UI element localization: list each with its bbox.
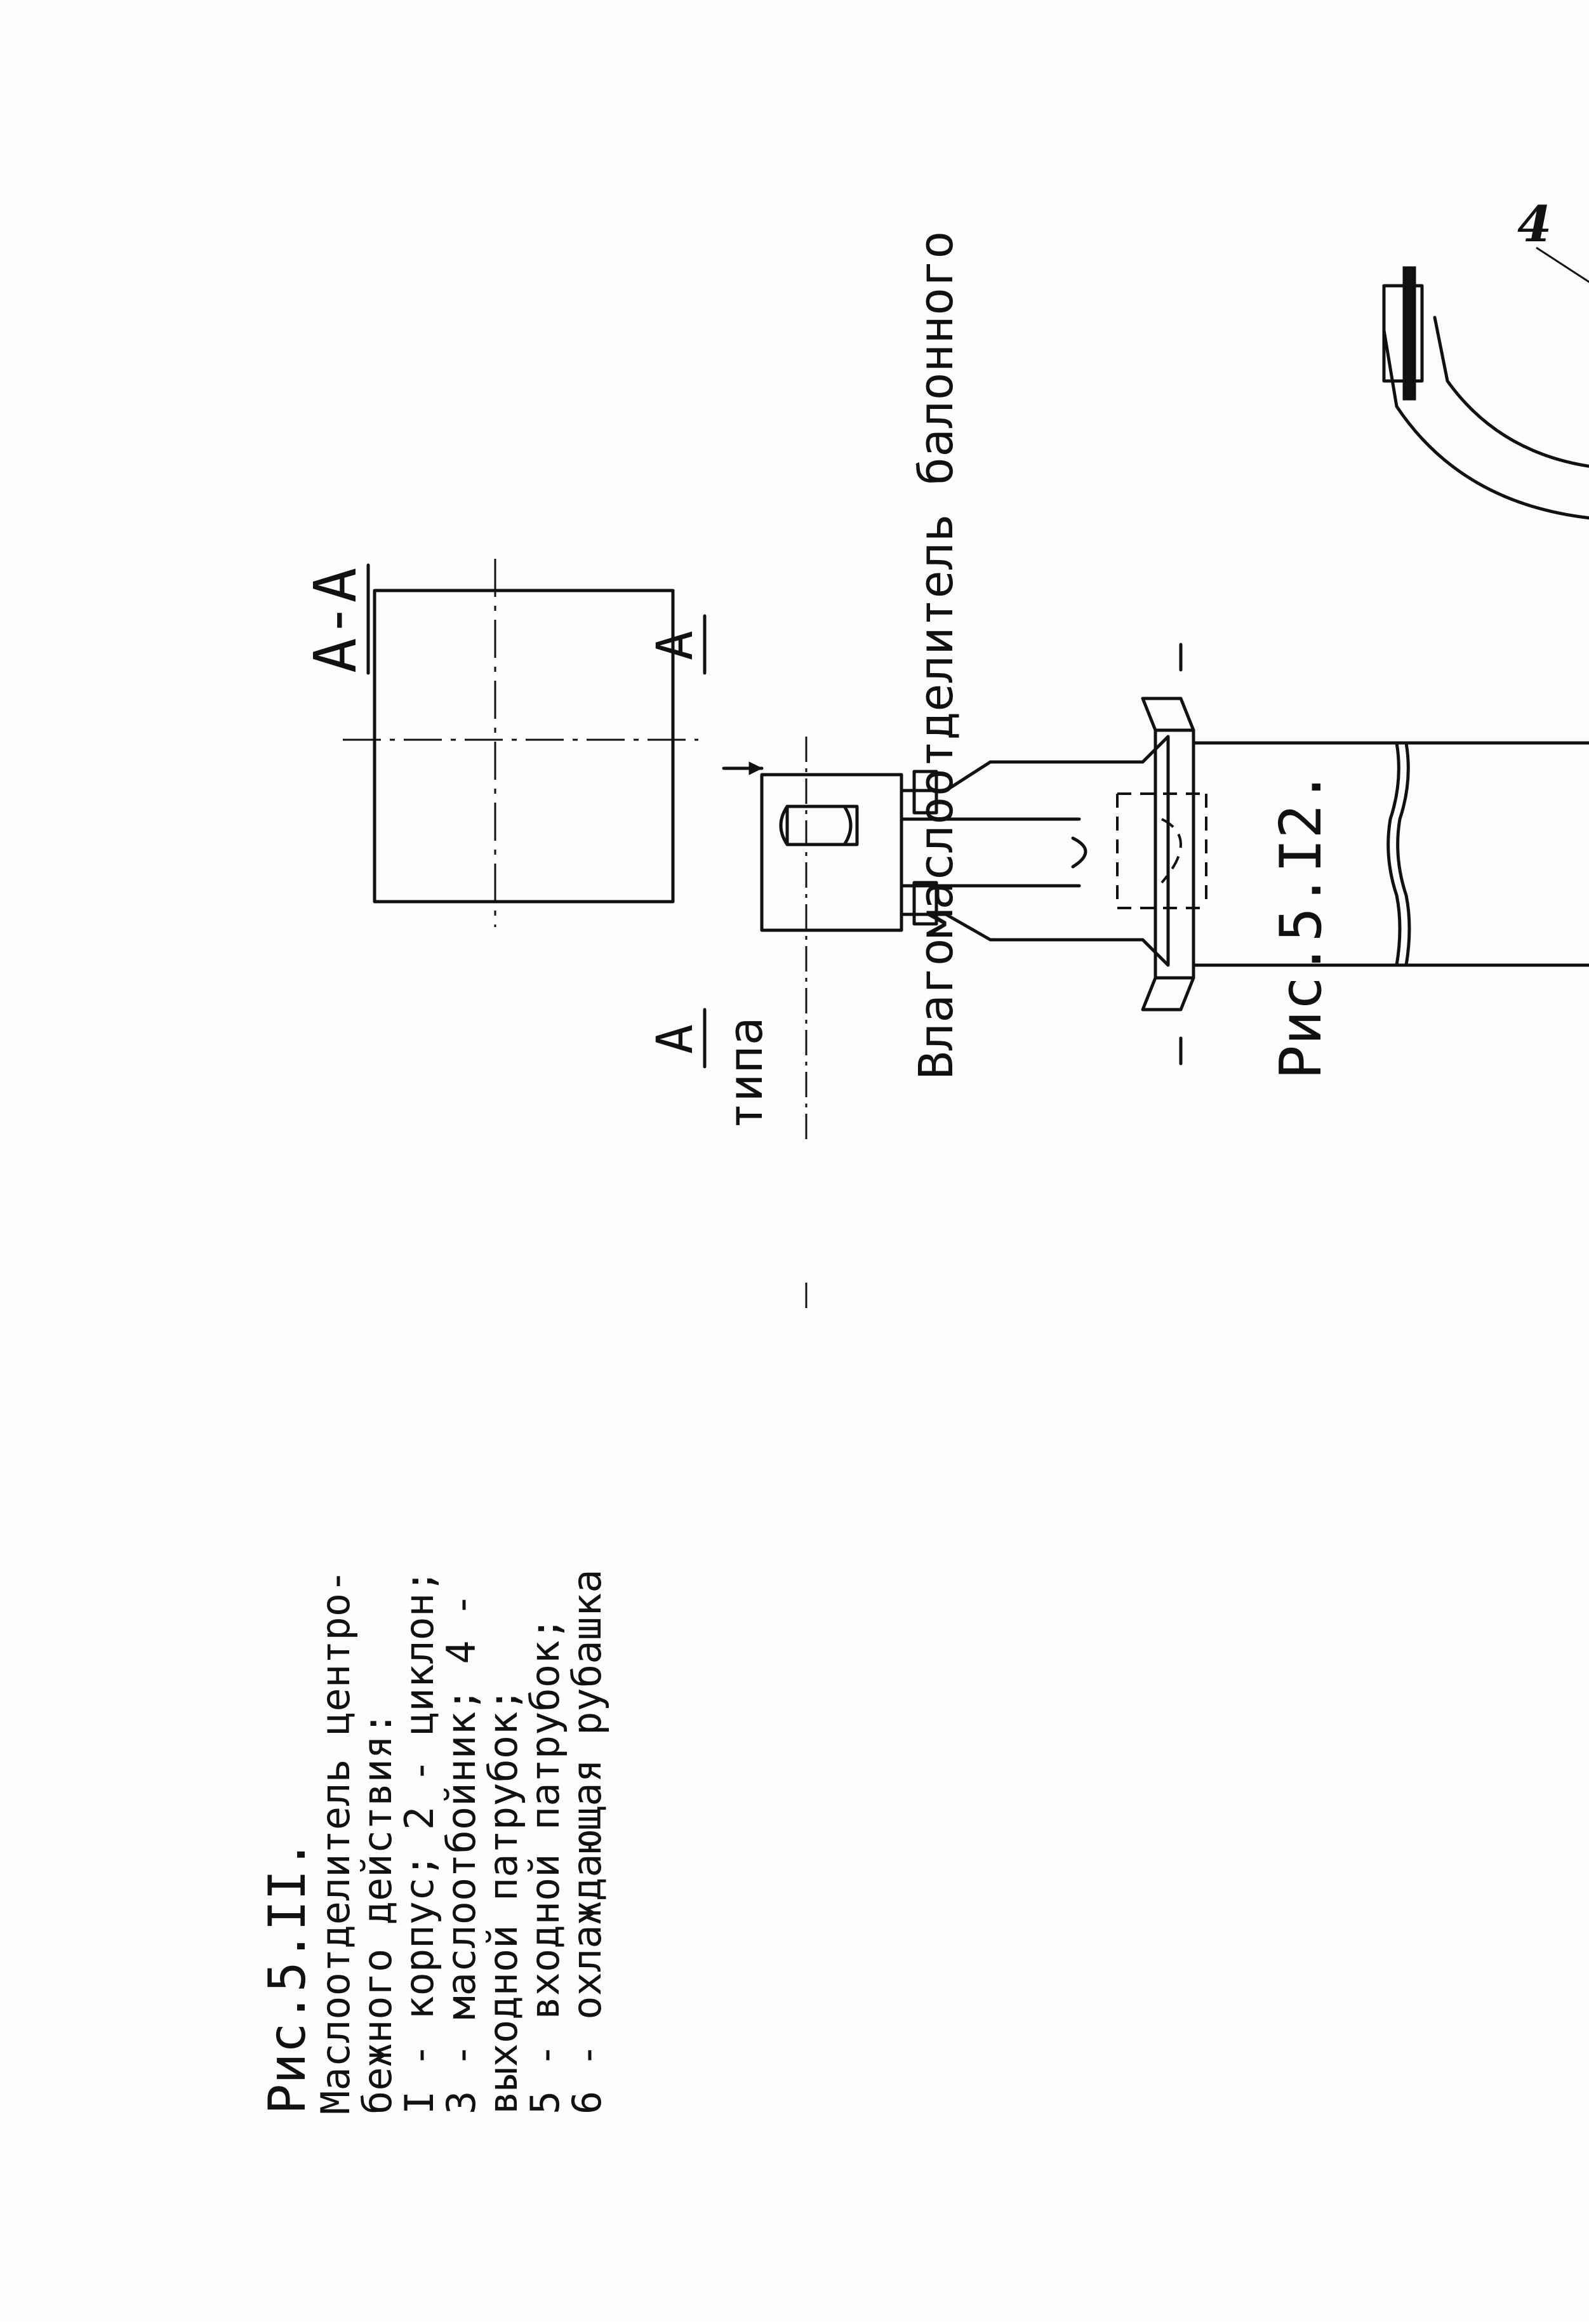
figure-5-11-caption-line-2: бежного действия: xyxy=(354,1711,401,2114)
figure-5-11-caption-line-5: выходной патрубок; xyxy=(480,1688,526,2114)
figure-5-11-caption-block xyxy=(258,1257,610,2114)
figure-5-11-caption-line-7: 6 - охлаждающая рубашка xyxy=(564,1569,610,2114)
figure-5-12-line-1: Влагомаслоотделитель балонного xyxy=(909,230,964,1079)
figure-5-12-title: Рис.5.I2. xyxy=(1268,770,1334,1079)
figure-5-12-caption xyxy=(719,230,1334,1130)
figure-5-12-line-2: типа xyxy=(719,1017,773,1130)
figure-5-11-drawing xyxy=(1384,196,1589,845)
section-mark-a-1: A xyxy=(647,631,704,660)
figure-5-11-caption-line-4: 3 - маслоотбойник; 4 - xyxy=(438,1593,484,2114)
figure-5-11-caption-line-6: 5 - входной патрубок; xyxy=(522,1617,568,2114)
section-mark-a-2: A xyxy=(647,1024,704,1054)
section-aa-label: A-A xyxy=(302,567,369,673)
figure-5-11-caption-line-1: Маслоотделитель центро- xyxy=(312,1569,359,2114)
callout-4: 4 xyxy=(1517,196,1552,253)
figure-5-11-caption-title: Рис.5.II. xyxy=(258,1839,317,2114)
figure-5-11-caption-line-3: I - корпус; 2 - циклон; xyxy=(396,1569,442,2114)
